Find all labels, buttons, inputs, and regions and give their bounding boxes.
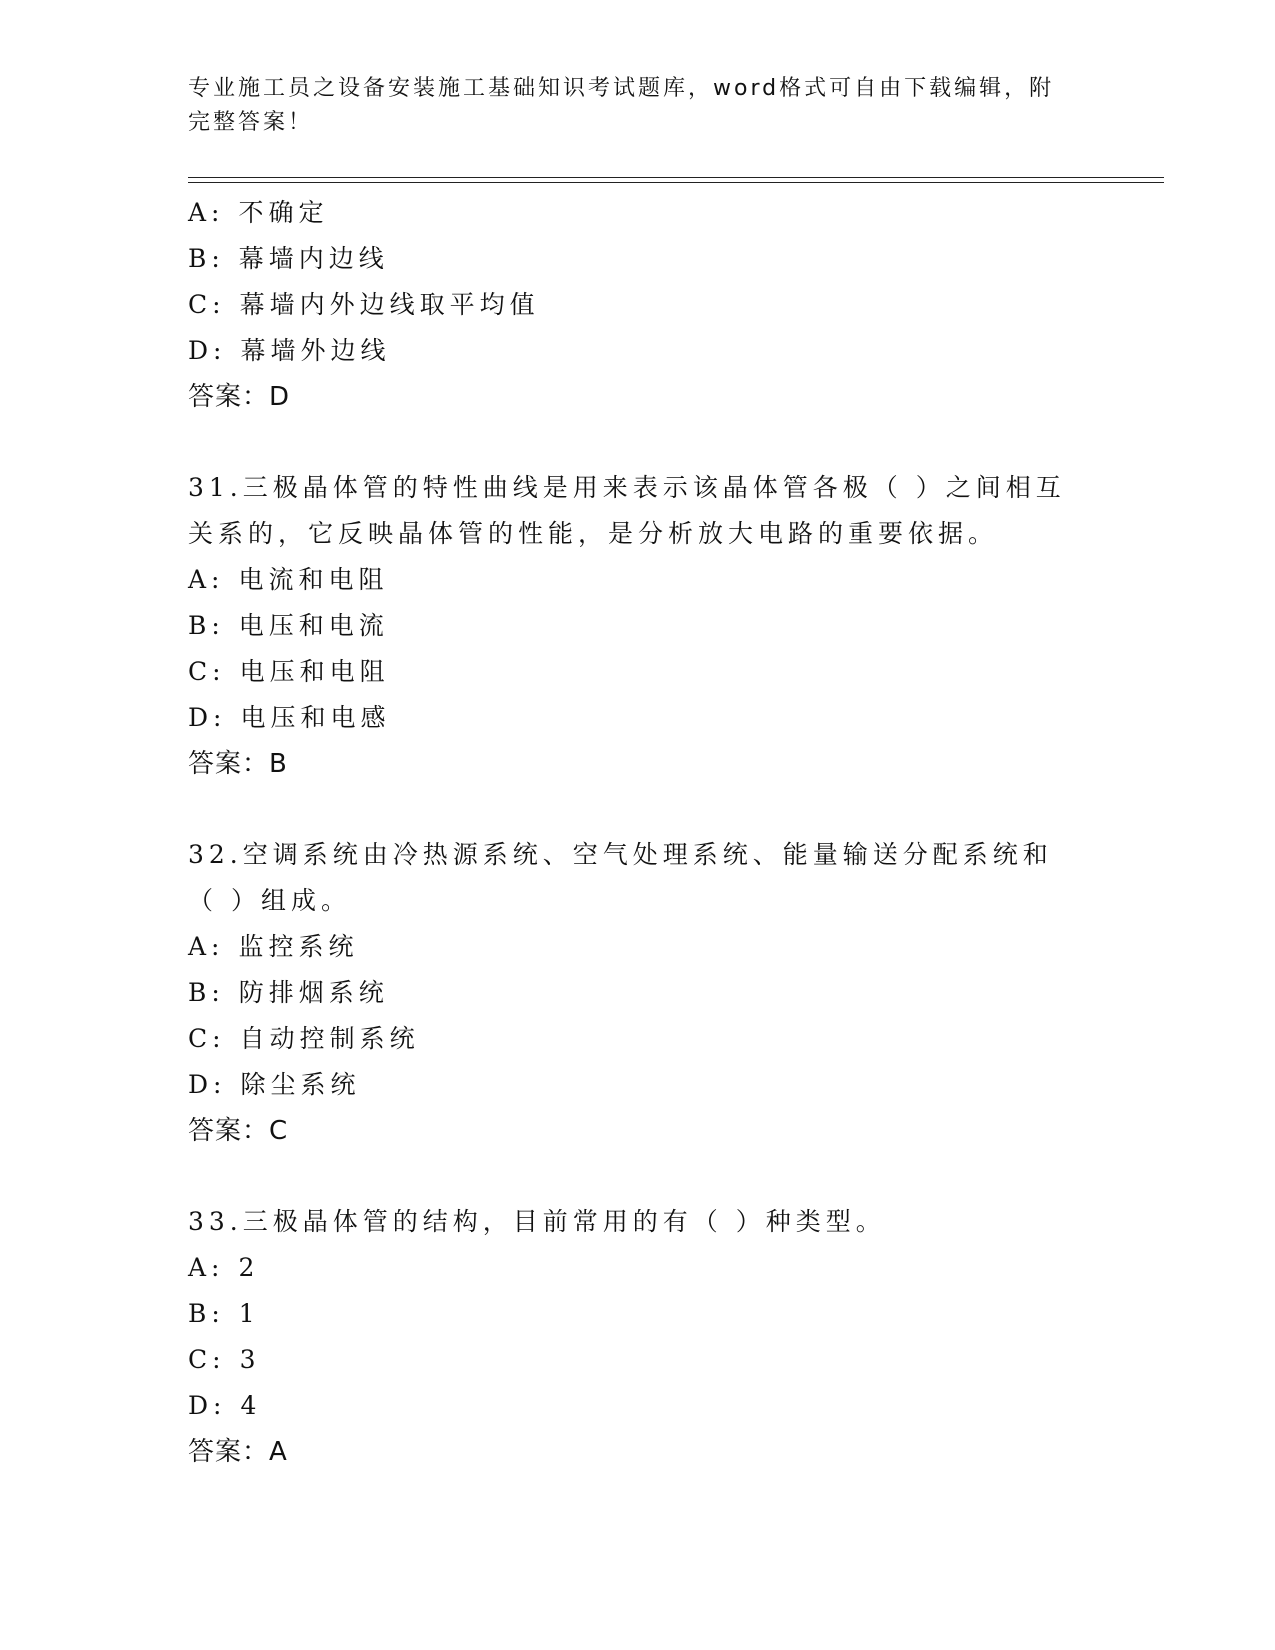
option-d [188,1383,1088,1429]
option-d [188,328,1088,374]
question-text: 32.空调系统由冷热源系统、空气处理系统、能量输送分配系统和（ ）组成。 [188,840,1053,915]
option-text: 3 [239,1345,261,1374]
option-b [188,603,1088,649]
question-block-32 [188,832,1088,1154]
option-a [188,190,1088,236]
option-text: 1 [238,1299,260,1328]
answer-line: 答案：C [188,1116,289,1146]
document-header: 专业施工员之设备安装施工基础知识考试题库，word格式可自由下载编辑，附完整答案！ [188,76,1055,135]
option-a [188,924,1088,970]
option-letter: B: [188,1299,225,1328]
header-divider-bottom [188,182,1164,183]
option-text: 4 [240,1391,262,1420]
option-text: 电压和电流 [238,611,389,640]
question-content [188,190,1088,1475]
option-letter: B: [188,611,225,640]
option-a [188,557,1088,603]
option-letter: D: [188,336,227,365]
option-b [188,236,1088,282]
question-block-31 [188,465,1088,787]
option-c [188,1337,1088,1383]
question-block-33 [188,1199,1088,1475]
option-text: 监控系统 [238,932,359,961]
option-a [188,1245,1088,1291]
option-c [188,649,1088,695]
option-d [188,1062,1088,1108]
option-text: 电压和电阻 [239,657,390,686]
option-text: 2 [238,1253,260,1282]
option-text: 电压和电感 [240,703,391,732]
option-letter: C: [188,1024,226,1053]
question-block-continued [188,190,1088,420]
option-text: 自动控制系统 [239,1024,420,1053]
option-text: 幕墙内外边线取平均值 [239,290,540,319]
option-text: 不确定 [238,198,329,227]
option-c [188,1016,1088,1062]
option-letter: A: [188,198,225,227]
answer-line: 答案：A [188,1437,288,1467]
option-letter: D: [188,1070,227,1099]
option-text: 除尘系统 [240,1070,361,1099]
question-text: 33.三极晶体管的结构，目前常用的有（ ）种类型。 [188,1207,886,1236]
option-letter: C: [188,657,226,686]
option-text: 防排烟系统 [238,978,389,1007]
option-letter: B: [188,244,225,273]
answer-line: 答案：D [188,382,291,412]
option-letter: A: [188,1253,225,1282]
option-letter: B: [188,978,225,1007]
option-letter: A: [188,565,225,594]
option-letter: C: [188,290,226,319]
option-text: 幕墙外边线 [240,336,391,365]
spacer [188,420,1088,465]
option-letter: A: [188,932,225,961]
option-text: 电流和电阻 [238,565,389,594]
question-text: 31.三极晶体管的特性曲线是用来表示该晶体管各极（ ）之间相互关系的，它反映晶体管的性能，是分析放大电路的重要依据。 [188,473,1066,548]
spacer [188,787,1088,832]
option-d [188,695,1088,741]
option-text: 幕墙内边线 [238,244,389,273]
answer-line: 答案：B [188,749,288,779]
option-letter: D: [188,703,227,732]
spacer [188,1154,1088,1199]
header-divider-top [188,177,1164,178]
option-b [188,970,1088,1016]
option-letter: C: [188,1345,226,1374]
option-c [188,282,1088,328]
option-b [188,1291,1088,1337]
option-letter: D: [188,1391,227,1420]
